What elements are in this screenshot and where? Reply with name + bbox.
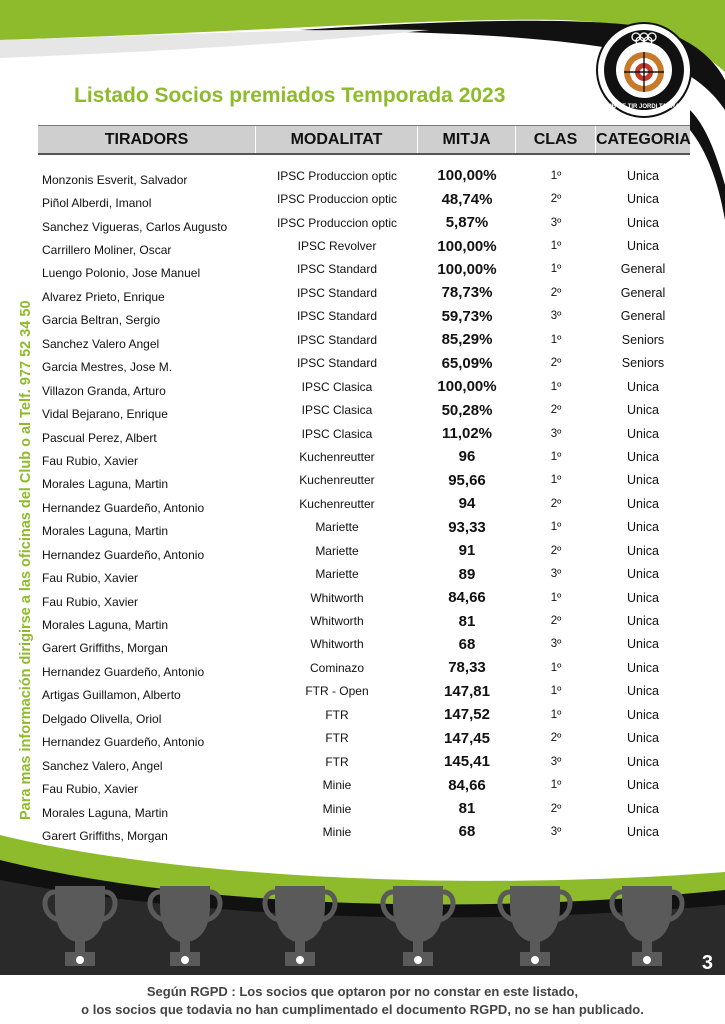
classification: 2º (550, 615, 562, 628)
table-header (38, 125, 690, 155)
classification: 2º (550, 732, 562, 745)
table-row (38, 281, 690, 304)
category: Unica (627, 731, 659, 746)
shooter-name: Alvarez Prieto, Enrique (42, 289, 165, 304)
table-row (38, 422, 690, 445)
side-contact-text: Para mas información dirigirse a las oficinas del Club o al Telf. 977 52 34 50 (18, 300, 34, 820)
table-row (38, 797, 690, 820)
average-score: 93,33 (448, 518, 486, 536)
classification: 1º (550, 450, 562, 463)
average-score: 147,81 (444, 682, 490, 700)
average-score: 94 (458, 495, 476, 513)
modality: IPSC Produccion optic (276, 192, 398, 207)
category: General (620, 262, 666, 277)
category: Unica (627, 239, 659, 254)
category: Unica (627, 473, 659, 488)
category: Unica (627, 543, 659, 558)
logo-text: CLUB DE TIR JORDI TARRADO (599, 104, 689, 110)
classification: 3º (550, 568, 562, 581)
modality: Mariette (315, 543, 359, 558)
modality: Cominazo (309, 660, 365, 675)
average-score: 85,29% (441, 331, 493, 349)
footer-line-1: Según RGPD : Los socios que optaron por no constar en este listado, (146, 984, 579, 999)
modality: Whitworth (310, 590, 364, 605)
classification: 3º (550, 755, 562, 768)
table-row (38, 680, 690, 703)
modality: Mariette (315, 520, 359, 535)
classification: 1º (550, 779, 562, 792)
table-row (38, 562, 690, 585)
average-score: 91 (458, 542, 476, 560)
classification: 1º (550, 708, 562, 721)
category: Unica (627, 168, 659, 183)
category: Unica (627, 778, 659, 793)
classification: 3º (550, 216, 562, 229)
shooter-name: Luengo Polonio, Jose Manuel (42, 266, 201, 281)
modality: IPSC Standard (296, 262, 378, 277)
category: Unica (627, 449, 659, 464)
category: Unica (627, 660, 659, 675)
shooter-name: Garcia Mestres, Jose M. (42, 360, 173, 375)
average-score: 100,00% (437, 260, 497, 278)
classification: 1º (550, 240, 562, 253)
table-row (38, 609, 690, 632)
table-row (38, 211, 690, 234)
average-score: 81 (458, 800, 476, 818)
table-row (38, 375, 690, 398)
average-score: 84,66 (448, 589, 486, 607)
classification: 1º (550, 685, 562, 698)
shooter-name: Hernandez Guardeño, Antonio (42, 547, 205, 562)
category: Unica (627, 567, 659, 582)
modality: IPSC Clasica (301, 426, 373, 441)
classification: 3º (550, 638, 562, 651)
table-row (38, 234, 690, 257)
average-score: 81 (458, 612, 476, 630)
category: Seniors (621, 356, 665, 371)
average-score: 68 (458, 823, 476, 841)
classification: 3º (550, 825, 562, 838)
classification: 2º (550, 497, 562, 510)
trophy-icon (612, 886, 682, 966)
classification: 2º (550, 544, 562, 557)
shooter-name: Sanchez Valero Angel (42, 336, 160, 351)
category: Unica (627, 824, 659, 839)
shooter-name: Hernandez Guardeño, Antonio (42, 735, 205, 750)
shooter-name: Garcia Beltran, Sergio (42, 313, 161, 328)
shooter-name: Vidal Bejarano, Enrique (42, 407, 168, 422)
classification: 2º (550, 802, 562, 815)
table-row (38, 727, 690, 750)
modality: IPSC Produccion optic (276, 168, 398, 183)
shooter-name: Carrillero Moliner, Oscar (42, 243, 172, 258)
table-row (38, 328, 690, 351)
shooter-name: Morales Laguna, Martin (42, 618, 169, 633)
classification: 3º (550, 310, 562, 323)
shooter-name: Morales Laguna, Martin (42, 477, 169, 492)
average-score: 147,52 (444, 706, 490, 724)
table-row (38, 820, 690, 843)
modality: Whitworth (310, 614, 364, 629)
table-row (38, 633, 690, 656)
table-row (38, 703, 690, 726)
table-row (38, 398, 690, 421)
trophy-row (0, 870, 725, 970)
classification: 1º (550, 591, 562, 604)
header-clas: CLAS (516, 126, 596, 153)
modality: FTR (325, 731, 349, 746)
category: Unica (627, 520, 659, 535)
header-categoria: CATEGORIA (596, 131, 691, 148)
shooter-name: Hernandez Guardeño, Antonio (42, 500, 205, 515)
category: Unica (627, 684, 659, 699)
average-score: 147,45 (444, 729, 490, 747)
average-score: 68 (458, 635, 476, 653)
average-score: 100,00% (437, 237, 497, 255)
shooter-name: Piñol Alberdi, Imanol (42, 196, 152, 211)
shooter-name: Fau Rubio, Xavier (42, 453, 139, 468)
modality: IPSC Standard (296, 285, 378, 300)
table-row (38, 586, 690, 609)
category: Unica (627, 192, 659, 207)
shooter-name: Sanchez Valero, Angel (42, 758, 163, 773)
table-row (38, 258, 690, 281)
table-row (38, 492, 690, 515)
average-score: 59,73% (441, 307, 493, 325)
header-mitja: MITJA (418, 126, 516, 153)
table-row (38, 187, 690, 210)
category: Unica (627, 614, 659, 629)
average-score: 5,87% (445, 214, 489, 232)
table-row (38, 352, 690, 375)
modality: Kuchenreutter (299, 449, 375, 464)
modality: IPSC Clasica (301, 379, 373, 394)
category: Unica (627, 496, 659, 511)
table-row (38, 164, 690, 187)
shooter-name: Morales Laguna, Martin (42, 805, 169, 820)
modality: IPSC Standard (296, 309, 378, 324)
header-modalitat: MODALITAT (256, 126, 418, 153)
trophy-icon (45, 886, 115, 966)
average-score: 100,00% (437, 167, 497, 185)
category: Unica (627, 590, 659, 605)
classification: 1º (550, 263, 562, 276)
shooter-name: Garert Griffiths, Morgan (42, 828, 168, 843)
category: Unica (627, 707, 659, 722)
results-table (38, 164, 690, 844)
classification: 2º (550, 193, 562, 206)
modality: Kuchenreutter (299, 473, 375, 488)
category: Unica (627, 403, 659, 418)
category: Unica (627, 215, 659, 230)
modality: IPSC Revolver (297, 239, 377, 254)
table-row (38, 773, 690, 796)
modality: FTR (325, 707, 349, 722)
average-score: 65,09% (441, 354, 493, 372)
category: General (620, 285, 666, 300)
modality: Minie (322, 778, 352, 793)
average-score: 78,73% (441, 284, 493, 302)
shooter-name: Garert Griffiths, Morgan (42, 641, 168, 656)
trophy-icon (383, 886, 453, 966)
modality: IPSC Clasica (301, 403, 373, 418)
modality: IPSC Standard (296, 356, 378, 371)
shooter-name: Artigas Guillamon, Alberto (42, 688, 181, 703)
average-score: 95,66 (448, 471, 486, 489)
modality: Minie (322, 801, 352, 816)
modality: Minie (322, 824, 352, 839)
modality: FTR (325, 754, 349, 769)
footer-note (0, 983, 725, 1019)
table-row (38, 445, 690, 468)
classification: 1º (550, 661, 562, 674)
classification: 1º (550, 521, 562, 534)
category: Unica (627, 426, 659, 441)
table-row (38, 469, 690, 492)
average-score: 48,74% (441, 190, 493, 208)
shooter-name: Fau Rubio, Xavier (42, 571, 139, 586)
shooter-name: Fau Rubio, Xavier (42, 594, 139, 609)
category: Unica (627, 379, 659, 394)
trophy-icon (500, 886, 570, 966)
shooter-name: Pascual Perez, Albert (42, 430, 157, 445)
category: Unica (627, 801, 659, 816)
average-score: 96 (458, 448, 476, 466)
shooter-name: Fau Rubio, Xavier (42, 782, 139, 797)
modality: IPSC Produccion optic (276, 215, 398, 230)
average-score: 11,02% (441, 425, 493, 443)
classification: 1º (550, 474, 562, 487)
classification: 1º (550, 380, 562, 393)
shooter-name: Sanchez Vigueras, Carlos Augusto (42, 219, 228, 234)
category: Seniors (621, 332, 665, 347)
trophy-icon (150, 886, 220, 966)
average-score: 100,00% (437, 378, 497, 396)
classification: 1º (550, 169, 562, 182)
modality: Whitworth (310, 637, 364, 652)
page-number: 3 (701, 952, 713, 974)
header-tiradors: TIRADORS (38, 126, 256, 153)
modality: Mariette (315, 567, 359, 582)
modality: Kuchenreutter (299, 496, 375, 511)
table-row (38, 750, 690, 773)
average-score: 50,28% (441, 401, 493, 419)
average-score: 78,33 (448, 659, 486, 677)
average-score: 89 (458, 565, 476, 583)
classification: 2º (550, 357, 562, 370)
trophy-icon (265, 886, 335, 966)
modality: IPSC Standard (296, 332, 378, 347)
page-title: Listado Socios premiados Temporada 2023 (74, 84, 506, 107)
classification: 3º (550, 427, 562, 440)
category: Unica (627, 637, 659, 652)
table-row (38, 656, 690, 679)
table-row (38, 305, 690, 328)
classification: 1º (550, 333, 562, 346)
modality: FTR - Open (305, 684, 369, 699)
table-row (38, 539, 690, 562)
shooter-name: Delgado Olivella, Oriol (42, 711, 162, 726)
shooter-name: Hernandez Guardeño, Antonio (42, 664, 205, 679)
club-logo (596, 22, 692, 118)
shooter-name: Morales Laguna, Martin (42, 524, 169, 539)
category: Unica (627, 754, 659, 769)
category: General (620, 309, 666, 324)
average-score: 84,66 (448, 776, 486, 794)
shooter-name: Villazon Granda, Arturo (42, 383, 166, 398)
shooter-name: Monzonis Esverit, Salvador (42, 172, 188, 187)
classification: 2º (550, 404, 562, 417)
table-row (38, 516, 690, 539)
classification: 2º (550, 286, 562, 299)
footer-line-2: o los socios que todavia no han cumplimentado el documento RGPD, no se han publicado. (81, 1002, 644, 1017)
average-score: 145,41 (444, 753, 490, 771)
